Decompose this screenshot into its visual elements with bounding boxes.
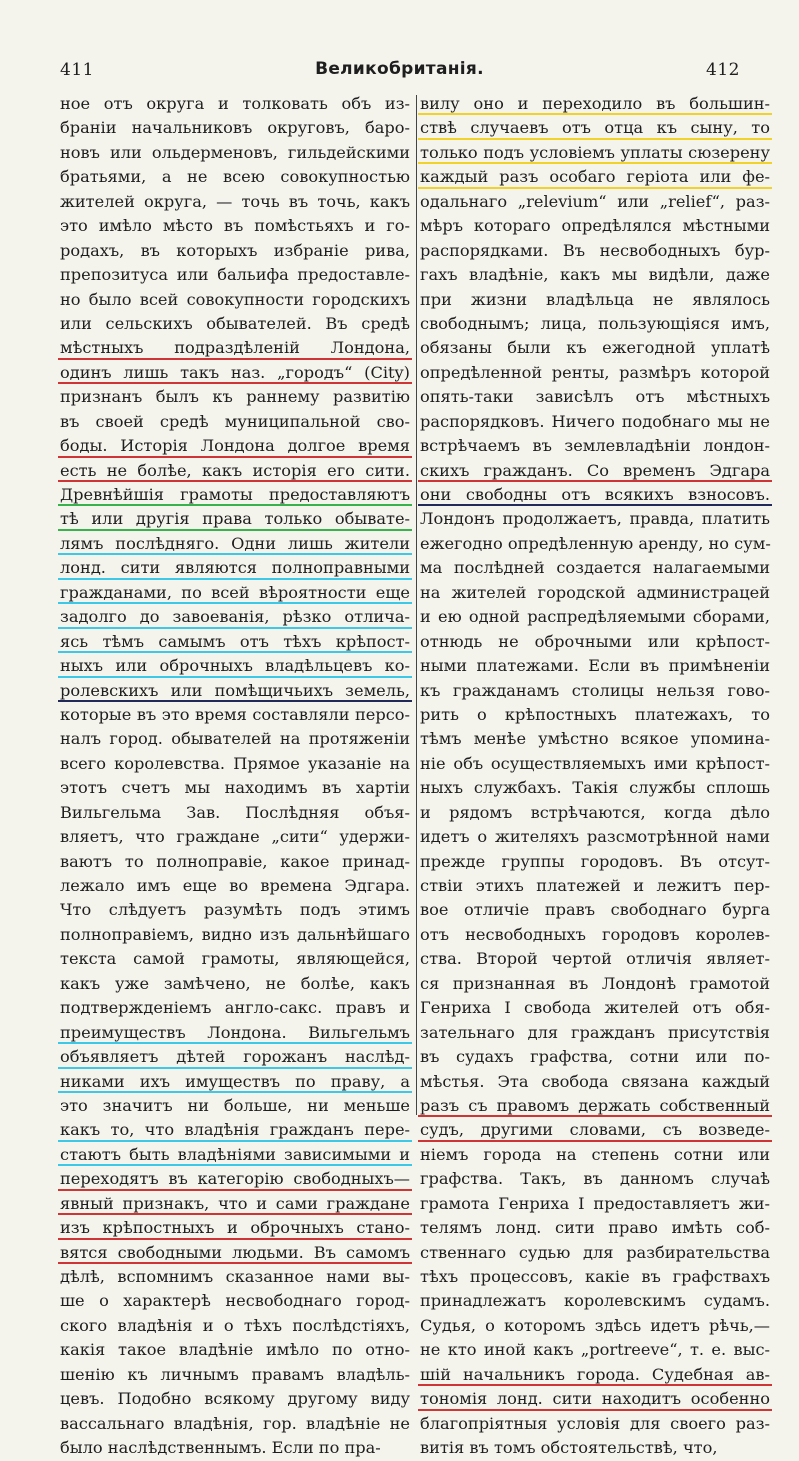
left-text-column — [60, 92, 410, 1461]
text-line: они свободны отъ всякихъ взносовъ. — [420, 483, 770, 507]
highlight-underline — [58, 382, 412, 384]
text-line: ского владѣнія и о тѣхъ послѣдстіяхъ, — [60, 1315, 410, 1335]
text-line: принадлежатъ королевскимъ судамъ. — [420, 1291, 770, 1311]
text-line: гахъ владѣніе, какъ мы видѣли, даже — [420, 265, 770, 285]
running-head-title: Великобританія. — [315, 59, 484, 79]
text-line: мѣстья. Эта свобода связана каждый — [420, 1071, 770, 1091]
text-line: или сельскихъ обывателей. Въ средѣ — [60, 313, 410, 333]
text-line: грамота Генриха I предоставляетъ жи- — [420, 1193, 770, 1213]
text-line: браніи начальниковъ округовъ, баро- — [60, 118, 410, 138]
text-line: ся признанная въ Лондонѣ грамотой — [420, 973, 770, 993]
text-line: ше о характерѣ несвободнаго город- — [60, 1291, 410, 1311]
highlight-underline — [58, 700, 412, 702]
highlight-underline — [58, 480, 412, 482]
text-line: идетъ о жителяхъ разсмотрѣнной нами — [420, 827, 770, 847]
text-line: не кто иной какъ „portreeve“, т. е. выс- — [420, 1340, 770, 1360]
highlight-underline — [58, 1262, 412, 1264]
text-line: ваютъ то полноправіе, какое принад- — [60, 851, 410, 871]
text-line: ствѣ случаевъ отъ отца къ сыну, то — [420, 116, 770, 140]
highlight-underline — [58, 358, 412, 360]
text-line: ежегодно опредѣленную аренду, но сум- — [420, 533, 771, 553]
text-line: одинъ лишь такъ наз. „городъ“ (City) — [60, 361, 410, 385]
page-number-left: 411 — [60, 60, 94, 80]
highlight-underline — [418, 113, 772, 115]
text-line: витія въ томъ обстоятельствѣ, что, — [420, 1438, 718, 1458]
text-line: ства. Второй чертой отличія являет- — [420, 949, 770, 969]
text-line: признанъ былъ къ раннему развитію — [60, 387, 410, 407]
text-line: которые въ это время составляли персо- — [60, 704, 410, 724]
text-line: тѣ или другія права только обывате- — [60, 507, 410, 531]
text-line: преимуществъ Лондона. Вильгельмъ — [60, 1021, 410, 1045]
text-line: распорядковъ. Ничего подобнаго мы не — [420, 411, 770, 431]
text-line: всего королевства. Прямое указаніе на — [60, 753, 410, 773]
highlight-underline — [58, 578, 412, 580]
text-line: при жизни владѣльца не являлось — [420, 289, 770, 309]
highlight-underline — [418, 1384, 772, 1386]
text-line: новъ или ольдерменовъ, гильдейскими — [60, 142, 410, 162]
text-line: ныхъ или оброчныхъ владѣльцевъ ко- — [60, 654, 410, 678]
text-line: какъ то, что владѣнія гражданъ пере- — [60, 1118, 410, 1142]
text-line: ныхъ службахъ. Такія службы сплошь — [420, 778, 770, 798]
highlight-underline — [58, 1164, 412, 1166]
text-line: тономія лонд. сити находитъ особенно — [420, 1387, 770, 1411]
text-line: объявляетъ дѣтей горожанъ наслѣд- — [60, 1045, 410, 1069]
highlight-underline — [58, 1140, 412, 1142]
text-line: боды. Исторія Лондона долгое время — [60, 434, 410, 458]
text-line: отъ несвободныхъ городовъ королев- — [420, 924, 770, 944]
text-line: и рядомъ встрѣчаются, когда дѣло — [420, 802, 770, 822]
text-line: полноправіемъ, видно изъ дальнѣйшаго — [60, 924, 410, 944]
text-line: только подъ условіемъ уплаты сюзерену — [420, 141, 770, 165]
highlight-underline — [58, 456, 412, 458]
text-line: свободнымъ; лица, пользующіяся имъ, — [420, 313, 770, 333]
highlight-underline — [58, 1091, 412, 1093]
highlight-underline — [58, 651, 412, 653]
text-line: къ гражданамъ столицы нельзя гово- — [420, 680, 770, 700]
text-line: Вильгельма Зав. Послѣдняя объя- — [60, 802, 410, 822]
text-line: обязаны были къ ежегодной уплатѣ — [420, 338, 770, 358]
text-line: налъ город. обывателей на протяженіи — [60, 729, 410, 749]
text-line: графства. Такъ, въ данномъ случаѣ — [420, 1169, 770, 1189]
text-line: Лондонъ продолжаетъ, правда, платить — [420, 509, 770, 529]
text-line: Судья, о которомъ здѣсь идетъ рѣчь,— — [420, 1315, 770, 1335]
highlight-underline — [418, 504, 772, 506]
text-line: лямъ послѣдняго. Одни лишь жители — [60, 532, 410, 556]
highlight-underline — [418, 162, 772, 164]
right-text-column — [420, 92, 770, 1461]
text-line: распорядками. Въ несвободныхъ бур- — [420, 240, 770, 260]
text-line: вое отличіе правъ свободнаго бурга — [420, 900, 770, 920]
highlight-underline — [418, 138, 772, 140]
text-line: есть не болѣе, какъ исторія его сити. — [60, 459, 410, 483]
text-line: встрѣчаемъ въ землевладѣніи лондон- — [420, 436, 770, 456]
highlight-underline — [418, 480, 772, 482]
page-number-right: 412 — [706, 60, 740, 80]
text-line: и ею одной распредѣляемыми сборами, — [420, 607, 770, 627]
highlight-underline — [58, 676, 412, 678]
text-line: гражданами, по всей вѣроятности еще — [60, 581, 410, 605]
text-line: на жителей городской администрацей — [420, 582, 770, 602]
text-line: опять-таки зависѣлъ отъ мѣстныхъ — [420, 387, 770, 407]
text-line: какія такое владѣніе имѣло по отно- — [60, 1340, 410, 1360]
highlight-underline — [58, 1189, 412, 1191]
text-line: какъ уже замѣчено, не болѣе, какъ — [60, 973, 410, 993]
highlight-underline — [418, 1140, 772, 1142]
text-line: опредѣленной ренты, размѣръ которой — [420, 362, 770, 382]
text-line: Генриха I свобода жителей отъ обя- — [420, 998, 770, 1018]
text-line: вассальнаго владѣнія, гор. владѣніе не — [60, 1413, 410, 1433]
highlight-underline — [418, 187, 772, 189]
highlight-underline — [58, 602, 412, 604]
text-line: этотъ счетъ мы находимъ въ хартіи — [60, 778, 410, 798]
text-line: тѣхъ процессовъ, какіе въ графствахъ — [420, 1267, 770, 1286]
highlight-underline — [418, 1115, 772, 1117]
text-line: но было всей совокупности городскихъ — [60, 289, 410, 309]
highlight-underline — [58, 529, 412, 531]
text-line: препозитуса или бальифа предоставле- — [60, 265, 410, 285]
text-line: ясь тѣмъ самымъ отъ тѣхъ крѣпост- — [60, 630, 410, 654]
text-line: задолго до завоеванія, рѣзко отлича- — [60, 605, 410, 629]
text-line: благопріятныя условія для своего раз- — [420, 1413, 770, 1433]
text-line: разъ съ правомъ держать собственный — [420, 1094, 770, 1118]
text-line: мѣръ котораго опредѣлялся мѣстными — [420, 216, 770, 236]
highlight-underline — [58, 1067, 412, 1069]
text-line: ніе объ осуществляемыхъ ими крѣпост- — [420, 753, 770, 773]
text-line: въ своей средѣ муниципальной сво- — [60, 411, 410, 431]
text-line: явный признакъ, что и сами граждане — [60, 1192, 410, 1216]
text-line: скихъ гражданъ. Со временъ Эдгара — [420, 459, 770, 483]
highlight-underline — [58, 504, 412, 506]
text-line: подтвержденіемъ англо-сакс. правъ и — [60, 998, 410, 1018]
text-line: братьями, а не всею совокупностью — [60, 167, 410, 187]
text-line: это значитъ ни больше, ни меньше — [60, 1095, 410, 1115]
highlight-underline — [58, 1042, 412, 1044]
highlight-underline — [418, 1409, 772, 1411]
text-line: тѣмъ менѣе умѣстно всякое упомина- — [420, 729, 770, 749]
text-line: родахъ, въ которыхъ избраніе рива, — [60, 240, 410, 260]
text-line: вятся свободными людьми. Въ самомъ — [60, 1241, 410, 1265]
text-line: ніемъ города на степень сотни или — [420, 1144, 770, 1164]
highlight-underline — [58, 1238, 412, 1240]
text-line: одальнаго „relevium“ или „relief“, раз- — [420, 191, 770, 211]
text-line: прежде группы городовъ. Въ отсут- — [420, 851, 770, 871]
text-line: зательнаго для гражданъ присутствія — [420, 1022, 770, 1042]
text-line: телямъ лонд. сити право имѣть соб- — [420, 1218, 770, 1238]
text-line: вляетъ, что граждане „сити“ удержи- — [60, 827, 410, 847]
text-line: было наслѣдственнымъ. Если по пра- — [60, 1438, 381, 1458]
text-line: шій начальникъ города. Судебная ав- — [420, 1363, 770, 1387]
text-line: жителей округа, — точь въ точь, какъ — [60, 191, 410, 211]
text-line: ствіи этихъ платежей и лежитъ пер- — [420, 876, 770, 895]
text-line: ными платежами. Если въ примѣненіи — [420, 656, 770, 676]
text-line: ственнаго судью для разбирательства — [420, 1242, 770, 1262]
text-line: рить о крѣпостныхъ платежахъ, то — [420, 704, 770, 724]
highlight-underline — [58, 627, 412, 629]
text-line: никами ихъ имуществъ по праву, а — [60, 1070, 410, 1094]
highlight-underline — [58, 1213, 412, 1215]
text-line: ное отъ округа и толковать объ из- — [60, 94, 410, 113]
text-line: это имѣло мѣсто въ помѣстьяхъ и го- — [60, 216, 410, 236]
text-line: ролевскихъ или помѣщичьихъ земель, — [60, 679, 410, 703]
text-line: лежало имъ еще во времена Эдгара. — [60, 876, 410, 895]
text-line: стаютъ быть владѣніями зависимыми и — [60, 1143, 410, 1167]
text-line: текста самой грамоты, являющейся, — [60, 949, 410, 969]
text-line: въ судахъ графства, сотни или по- — [420, 1047, 770, 1067]
text-line: Что слѣдуетъ разумѣть подъ этимъ — [60, 900, 410, 920]
text-line: вилу оно и переходило въ большин- — [420, 92, 770, 116]
text-line: ма послѣдней создается налагаемыми — [420, 558, 770, 578]
text-line: шенію къ личнымъ правамъ владѣль- — [60, 1364, 410, 1384]
text-line: изъ крѣпостныхъ и оброчныхъ стано- — [60, 1216, 410, 1240]
text-line: переходятъ въ категорію свободныхъ— — [60, 1167, 410, 1191]
text-line: мѣстныхъ подраздѣленій Лондона, — [60, 336, 410, 360]
column-divider — [416, 95, 417, 1115]
text-line: отнюдь не оброчными или крѣпост- — [420, 631, 770, 651]
text-line: дѣлѣ, вспомнимъ сказанное нами вы- — [60, 1267, 410, 1286]
text-line: Древнѣйшія грамоты предоставляютъ — [60, 483, 410, 507]
text-line: цевъ. Подобно всякому другому виду — [60, 1389, 410, 1409]
text-line: судъ, другими словами, съ возведе- — [420, 1118, 770, 1142]
highlight-underline — [58, 553, 412, 555]
text-line: лонд. сити являются полноправными — [60, 556, 410, 580]
text-line: каждый разъ особаго геріота или фе- — [420, 165, 770, 189]
